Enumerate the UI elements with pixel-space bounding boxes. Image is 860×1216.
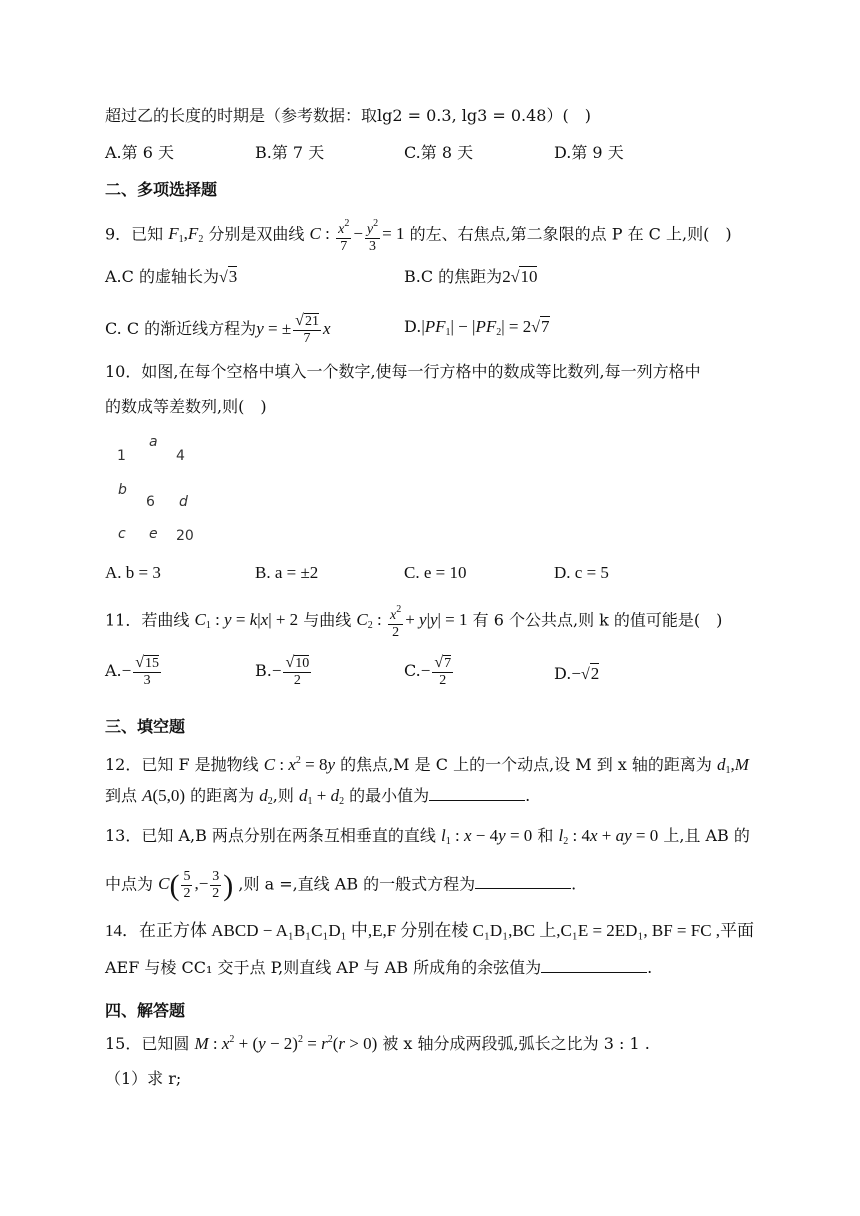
- grid-cell-r2c1: b: [118, 482, 127, 498]
- q11-option-d: D.−√2: [554, 664, 600, 683]
- section-heading-solve: 四、解答题: [105, 1001, 186, 1020]
- q8-option-c: C.第 8 天: [404, 143, 474, 162]
- q11-stem: 11．若曲线 $C_1$ : y = k|x| + 2 与曲线 $C_2$ : $\frac{x^2}{2}$ + y|y| = 1 有 6 个公共点,则 k 的值可能是( ): [105, 604, 723, 640]
- q14-line-2: AEF 与棱 CC₁ 交于点 P,则直线 AP 与 AB 所成角的余弦值为 .: [105, 958, 653, 977]
- q15-line-1: 15．已知圆 M : $x^2 + (y - 2)^2 = r^2(r > 0)$ 被 x 轴分成两段弧,弧长之比为 3 : 1 .: [105, 1034, 650, 1053]
- q13-line-1: 13．已知 A,B 两点分别在两条互相垂直的直线 $l_1$ : x − 4y = 0 和 $l_2$ : 4x + ay = 0 上,且 AB 的: [105, 826, 750, 847]
- grid-cell-r2c2: 6: [146, 494, 155, 510]
- grid-cell-r1c1: 1: [117, 448, 126, 464]
- q10-line-1: 10．如图,在每个空格中填入一个数字,使每一行方格中的数成等比数列,每一列方格中: [105, 362, 701, 381]
- q10-option-d: D. c = 5: [554, 563, 609, 582]
- q9-option-c: C. C 的渐近线方程为y = ± $\frac{√21}{7}$ x: [105, 312, 331, 346]
- q13-answer-blank[interactable]: [475, 874, 571, 889]
- q12-line-2: 到点 A(5,0) 的距离为 $d_2$,则 $d_1 + d_2$ 的最小值为 .: [105, 786, 531, 807]
- q15-sub-question-1: （1）求 r;: [105, 1069, 182, 1088]
- q10-option-a: A. b = 3: [105, 563, 161, 582]
- section-heading-multi: 二、多项选择题: [105, 180, 218, 199]
- section-heading-fill: 三、填空题: [105, 717, 186, 736]
- grid-cell-r2c3: d: [179, 494, 188, 510]
- q12-answer-blank[interactable]: [429, 786, 525, 801]
- q10-option-c: C. e = 10: [404, 563, 467, 582]
- q9-stem: 9．已知 $F_1,F_2$ 分别是双曲线 C : $\frac{x^2}{7}$ − $\frac{y^2}{3}$ = 1 的左、右焦点,第二象限的点 P 在 C 上,则( ): [105, 218, 732, 254]
- q8-option-d: D.第 9 天: [554, 143, 624, 162]
- grid-cell-r3c2: e: [149, 526, 158, 542]
- q14-line-1: 14．在正方体 ABCD − A₁B₁C₁D₁ 中,E,F 分别在棱 C₁D₁,BC 上,C₁E = 2ED₁, BF = FC ,平面: [105, 921, 755, 940]
- q8-option-b: B.第 7 天: [255, 143, 325, 162]
- q8-option-a: A.第 6 天: [105, 143, 174, 162]
- grid-cell-r3c1: c: [118, 526, 126, 542]
- grid-cell-r1c3: 4: [176, 448, 185, 464]
- q13-line-2: 中点为 C( $\frac{5}{2}$ ,− $\frac{3}{2}$ ) ,则 a =,直线 AB 的一般式方程为 .: [105, 869, 577, 903]
- q10-line-2: 的数成等差数列,则( ): [105, 397, 267, 416]
- q9-option-a: A.C 的虚轴长为√3: [105, 267, 238, 286]
- q11-option-b: B.− $\frac{√10}{2}$: [255, 654, 310, 688]
- q9-option-b: B.C 的焦距为2√10: [404, 267, 538, 286]
- q10-option-b: B. a = ±2: [255, 563, 319, 582]
- q9-option-d: $D.|PF_1| - |PF_2| = 2√7$: [404, 317, 550, 338]
- grid-cell-r1c2: a: [149, 434, 158, 450]
- q12-line-1: 12．已知 F 是抛物线 C : $x^2 = 8y$ 的焦点,M 是 C 上的一个动点,设 M 到 x 轴的距离为 $d_1,M$: [105, 755, 749, 776]
- q11-option-a: A.− $\frac{√15}{3}$: [105, 654, 160, 688]
- grid-cell-r3c3: 20: [176, 528, 194, 544]
- q11-option-c: C.− $\frac{√7}{2}$: [404, 654, 452, 688]
- q14-answer-blank[interactable]: [541, 958, 647, 973]
- q8-tail: 超过乙的长度的时期是（参考数据：取lg2 = 0.3, lg3 = 0.48）( ): [105, 106, 591, 125]
